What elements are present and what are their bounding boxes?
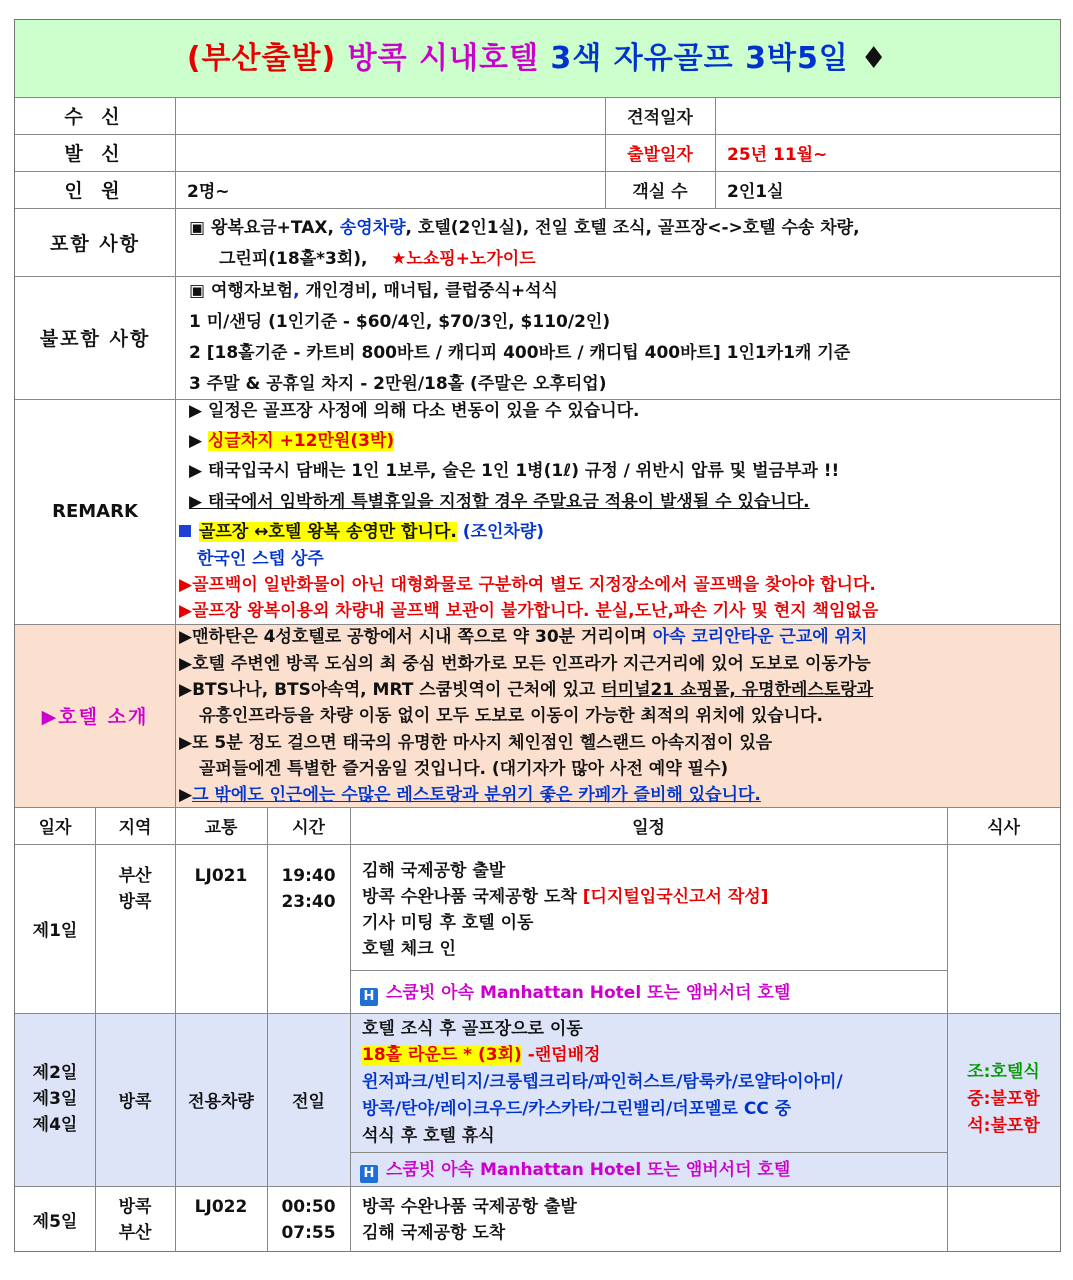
hotel-line-7: ▶그 밖에도 인근에는 수많은 레스토랑과 분위기 좋은 카페가 즐비해 있습니다. — [179, 785, 761, 805]
excluded-line-4: 3 주말 & 공휴일 차지 - 2만원/18홀 (주말은 오후티업) — [189, 374, 607, 394]
day5-region-1: 방콕 — [118, 1197, 152, 1217]
title-departure: (부산출발) — [186, 41, 337, 76]
day2-transport: 전용차량 — [188, 1092, 254, 1112]
remark-line-5: 골프장 ↔호텔 왕복 송영만 합니다. (조인차량) — [179, 521, 544, 543]
included-line-1: ▣ 왕복요금+TAX, 송영차량, 호텔(2인1실), 전일 호텔 조식, 골프장<->호텔 수송 차량, — [189, 218, 860, 238]
day1-label: 제1일 — [32, 921, 78, 941]
day4-label: 제4일 — [32, 1115, 78, 1135]
day5-meal — [947, 1186, 1060, 1252]
diamond-icon: ♦ — [860, 41, 889, 76]
day1-region-2: 방콕 — [118, 892, 152, 912]
excluded-line-3: 2 [18홀기준 - 카트비 800바트 / 캐디피 400바트 / 캐디팁 400바트] 1인1카1캐 기준 — [189, 343, 851, 363]
sender-value — [187, 134, 605, 171]
day1-item-3: 기사 미팅 후 호텔 이동 — [362, 913, 534, 933]
remark-line-2: ▶ 싱글차지 +12만원(3박) — [189, 431, 395, 451]
rooms-value: 2인1실 — [727, 182, 784, 202]
excluded-label: 불포함 사항 — [39, 328, 151, 350]
day2-time: 전일 — [292, 1092, 325, 1112]
hotel-line-3: ▶BTS나나, BTS아속역, MRT 스쿰빗역이 근처에 있고 터미널21 쇼핑몰, 유명한레스토랑과 — [179, 680, 874, 700]
day2-item-4: 방콕/탄야/레이크우드/카스카타/그린밸리/더포멜로 CC 중 — [362, 1099, 792, 1119]
people-value: 2명~ — [187, 182, 230, 202]
day1-item-2: 방콕 수완나품 국제공항 도착 [디지털입국신고서 작성] — [362, 887, 769, 907]
day2-hotel: H 스쿰빗 아속 Manhattan Hotel 또는 앰버서더 호텔 — [360, 1159, 790, 1183]
hotel-icon: H — [360, 988, 378, 1006]
hotel-icon: H — [360, 1165, 378, 1183]
meal-breakfast: 조:호텔식 — [967, 1062, 1040, 1082]
square-bullet-icon — [179, 525, 191, 537]
col-header-region: 지역 — [118, 818, 152, 838]
day2-label: 제2일 — [32, 1063, 78, 1083]
remark-line-8: ▶골프장 왕복이용외 차량내 골프백 보관이 불가합니다. 분실,도난,파손 기사 및 현지 책임없음 — [179, 601, 879, 621]
col-header-schedule: 일정 — [632, 818, 665, 838]
departure-date-value: 25년 11월~ — [727, 145, 828, 165]
day1-time-1: 19:40 — [281, 866, 336, 886]
day2-item-5: 석식 후 호텔 휴식 — [362, 1126, 495, 1146]
sender-label: 발 신 — [64, 143, 126, 165]
day2-item-1: 호텔 조식 후 골프장으로 이동 — [362, 1019, 583, 1039]
quote-date-label: 견적일자 — [627, 108, 693, 128]
day5-time-1: 00:50 — [281, 1197, 336, 1217]
remark-line-1: ▶ 일정은 골프장 사정에 의해 다소 변동이 있을 수 있습니다. — [189, 401, 640, 421]
day2-region: 방콕 — [118, 1092, 152, 1112]
day5-label: 제5일 — [32, 1211, 78, 1232]
day1-item-1: 김해 국제공항 출발 — [362, 861, 506, 881]
day2-item-3: 윈저파크/빈티지/크룽텝크리타/파인허스트/탐룩카/로얄타이아미/ — [362, 1072, 843, 1092]
meal-dinner: 석:불포함 — [967, 1116, 1040, 1136]
title-package: 3색 자유골프 3박5일 — [550, 41, 849, 76]
rooms-label: 객실 수 — [632, 182, 688, 202]
title-hotel: 방콕 시내호텔 — [347, 41, 539, 76]
day1-hotel: H 스쿰빗 아속 Manhattan Hotel 또는 앰버서더 호텔 — [360, 982, 790, 1006]
day1-item-4: 호텔 체크 인 — [362, 939, 456, 959]
col-header-transport: 교통 — [204, 818, 238, 838]
hotel-line-6: 골퍼들에겐 특별한 즐거움일 것입니다. (대기자가 많아 사전 예약 필수) — [199, 759, 729, 779]
recipient-label: 수 신 — [64, 106, 126, 128]
col-header-time: 시간 — [292, 818, 325, 838]
included-label: 포함 사항 — [49, 232, 141, 255]
page-title — [15, 20, 1060, 98]
day1-region-1: 부산 — [118, 866, 152, 886]
day5-region-2: 부산 — [118, 1223, 152, 1243]
excluded-line-2: 1 미/샌딩 (1인기준 - $60/4인, $70/3인, $110/2인) — [189, 312, 611, 332]
quote-date-value — [727, 97, 1060, 134]
day5-item-2: 김해 국제공항 도착 — [362, 1223, 506, 1243]
day1-time-2: 23:40 — [281, 892, 336, 912]
day1-meal — [947, 844, 1060, 1013]
col-header-day: 일자 — [38, 818, 72, 838]
remark-label: REMARK — [52, 501, 138, 522]
day3-label: 제3일 — [32, 1089, 78, 1109]
hotel-intro-label: ▶호텔 소개 — [41, 706, 149, 728]
col-header-meal: 식사 — [987, 818, 1020, 838]
recipient-value — [187, 97, 605, 134]
departure-date-label: 출발일자 — [627, 145, 693, 165]
day5-item-1: 방콕 수완나품 국제공항 출발 — [362, 1197, 577, 1217]
day1-flight: LJ021 — [194, 866, 248, 886]
excluded-line-1: ▣ 여행자보험, 개인경비, 매너팁, 클럽중식+석식 — [189, 281, 558, 301]
meal-lunch: 중:불포함 — [967, 1089, 1040, 1109]
hotel-line-5: ▶또 5분 정도 걸으면 태국의 유명한 마사지 체인점인 헬스랜드 아속지점이 있음 — [179, 733, 773, 753]
hotel-line-4: 유흥인프라등을 차량 이동 없이 모두 도보로 이동이 가능한 최적의 위치에 있습니다. — [199, 706, 823, 726]
day5-time-2: 07:55 — [281, 1223, 336, 1243]
day5-flight: LJ022 — [194, 1197, 248, 1217]
hotel-line-1: ▶맨하탄은 4성호텔로 공항에서 시내 쪽으로 약 30분 거리이며 아속 코리안타운 근교에 위치 — [179, 627, 868, 647]
remark-line-6: 한국인 스텝 상주 — [197, 549, 324, 569]
day2-item-2: 18홀 라운드 * (3회) -랜덤배정 — [362, 1045, 601, 1065]
remark-line-7: ▶골프백이 일반화물이 아닌 대형화물로 구분하여 별도 지정장소에서 골프백을 찾아야 합니다. — [179, 575, 876, 595]
people-label: 인 원 — [64, 180, 126, 202]
remark-line-3: ▶ 태국입국시 담배는 1인 1보루, 술은 1인 1병(1ℓ) 규정 / 위반시 압류 및 벌금부과 !! — [189, 461, 840, 481]
included-line-2: 그린피(18홀*3회), ★노쇼핑+노가이드 — [219, 249, 536, 269]
itinerary-sheet — [14, 19, 1061, 1252]
hotel-line-2: ▶호텔 주변엔 방콕 도심의 최 중심 번화가로 모든 인프라가 지근거리에 있어 도보로 이동가능 — [179, 654, 871, 674]
remark-line-4: ▶ 태국에서 임박하게 특별휴일을 지정할 경우 주말요금 적용이 발생될 수 있습니다. — [189, 492, 810, 512]
